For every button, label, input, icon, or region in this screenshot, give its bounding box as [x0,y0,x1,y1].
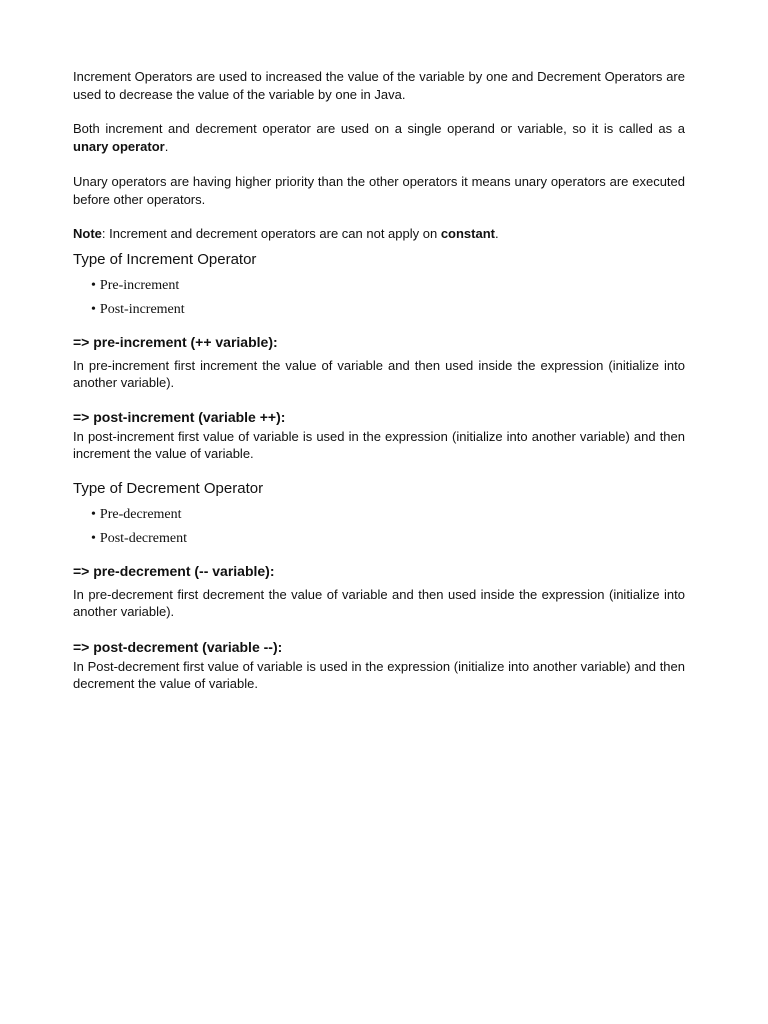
note-end: . [494,226,499,241]
intro-paragraph-1: Increment Operators are used to increased the value of the variable by one and Decrement Operators are used to decrease the value of the variable by one in Java. [73,69,685,102]
intro-paragraph-2-end: . [164,138,169,154]
list-item-post-decrement: • Post-decrement [91,530,685,548]
intro-paragraph-3: Unary operators are having higher priority than the other operators it means unary operators are executed before other operators. [73,174,685,207]
pre-decrement-heading: => pre-decrement (-- variable): [73,562,275,579]
constant-term: constant [440,226,495,241]
increment-types-list [73,277,685,319]
pre-decrement-description: In pre-decrement first decrement the value of variable and then used inside the expression (initialize into another variable). [73,586,685,619]
list-item-pre-increment: • Pre-increment [91,277,685,295]
intro-paragraph-2 [73,120,685,155]
note-paragraph [73,225,685,243]
post-decrement-description: In Post-decrement first value of variable is used in the expression (initialize into another variable) and then decrement the value of variable. [73,658,685,691]
decrement-types-list [73,506,685,548]
decrement-section-title: Type of Decrement Operator [73,479,264,497]
post-increment-heading: => post-increment (variable ++): [73,408,286,425]
note-label: Note [73,226,102,241]
document-page [73,68,685,693]
list-item-pre-decrement: • Pre-decrement [91,506,685,524]
list-item-post-increment: • Post-increment [91,301,685,319]
note-text: : Increment and decrement operators are can not apply on [101,226,441,241]
increment-section-title: Type of Increment Operator [73,250,257,268]
pre-increment-heading: => pre-increment (++ variable): [73,333,278,350]
intro-paragraph-2-text: Both increment and decrement operator are used on a single operand or variable, so it is called as a [73,121,685,136]
pre-increment-description: In pre-increment first increment the value of variable and then used inside the expression (initialize into another variable). [73,357,685,390]
post-increment-description: In post-increment first value of variable is used in the expression (initialize into another variable) and then increment the value of variable. [73,428,685,461]
unary-operator-term: unary operator [73,138,165,154]
post-decrement-heading: => post-decrement (variable --): [73,638,283,655]
